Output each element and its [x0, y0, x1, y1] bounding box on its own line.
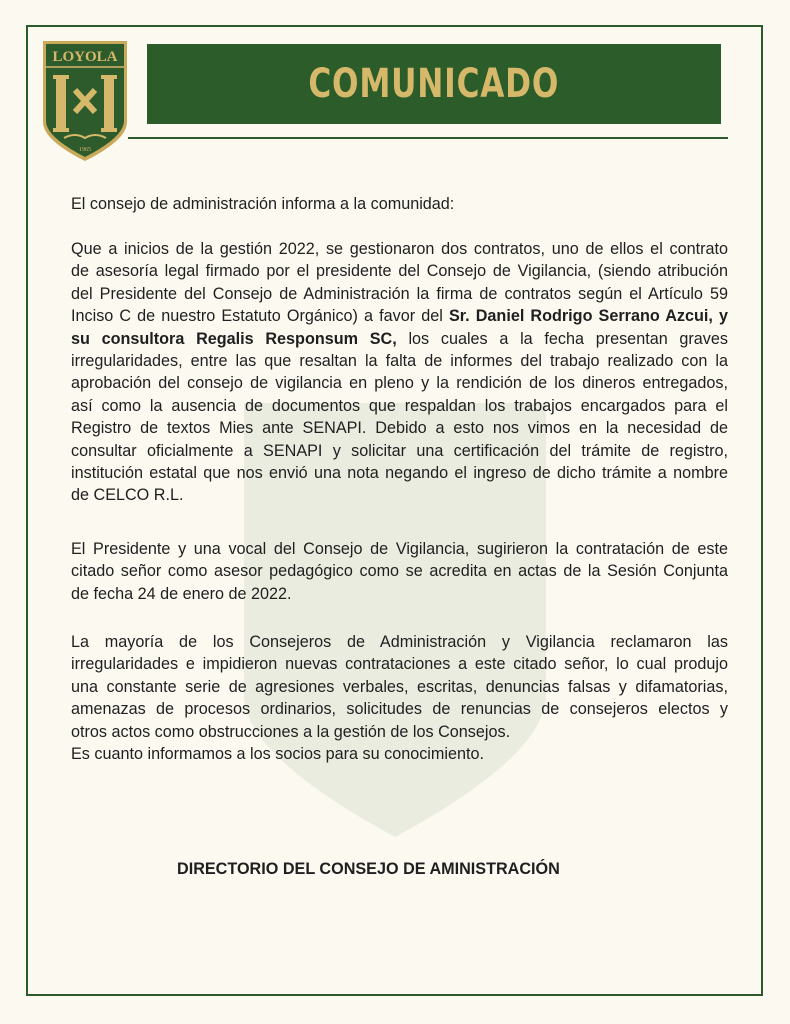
paragraph-line: aprobación del consejo de vigilancia en pleno y la rendición de los dineros entregados,: [71, 374, 728, 393]
paragraph-line: de CELCO R.L.: [71, 486, 184, 505]
paragraph-line: amenazas de procesos ordinarios, solicitudes de renuncias de consejeros electos y: [71, 700, 728, 719]
consultancy-name: su consultora Regalis Responsum SC,: [71, 329, 397, 348]
paragraph-contracts: [71, 238, 728, 507]
consultant-name: Sr. Daniel Rodrigo Serrano Azcui, y: [448, 307, 728, 326]
paragraph-line: Inciso C de nuestro Estatuto Orgánico) a favor del Sr. Daniel Rodrigo Serrano Azcui, y: [71, 307, 728, 326]
paragraph-line: irregularidades e impidieron nuevas contrataciones a este citado señor, lo cual produjo: [71, 655, 728, 674]
loyola-logo: [42, 40, 128, 162]
paragraph-line: La mayoría de los Consejeros de Administración y Vigilancia reclamaron las: [71, 633, 728, 651]
intro-line: El consejo de administración informa a la comunidad:: [71, 195, 455, 213]
paragraph-hiring: [71, 538, 728, 605]
paragraph-line: otros actos como obstrucciones a la gestión de los Consejos.: [71, 722, 511, 741]
paragraph-line: de fecha 24 de enero de 2022.: [71, 584, 292, 603]
paragraph-line: institución estatal que nos envió una nota negando el ingreso de dicho trámite a nombre: [71, 463, 728, 482]
logo-year: 1965: [79, 147, 91, 153]
closing-line: Es cuanto informamos a los socios para su conocimiento.: [71, 744, 484, 763]
paragraph-line: consultar oficialmente a SENAPI y solicitar una certificación del trámite de registro,: [71, 441, 728, 460]
watermark-year: 1965: [373, 790, 417, 815]
paragraph-line: Que a inicios de la gestión 2022, se gestionaron dos contratos, uno de ellos el contrato: [71, 240, 728, 258]
paragraph-line: una constante serie de agresiones verbales, escritas, denuncias falsas y difamatorias,: [71, 677, 728, 696]
paragraph-line: irregularidades, entre las que resaltan la falta de informes del trabajo realizado con la: [71, 351, 728, 370]
paragraph-line: del Presidente del Consejo de Administración la firma de contratos según el Artículo 59: [71, 284, 728, 303]
header-divider: [128, 137, 728, 139]
paragraph-irregularities: [71, 631, 728, 765]
title-banner: [147, 44, 721, 124]
paragraph-line: de asesoría legal firmado por el presidente del Consejo de Vigilancia, (siendo atribución: [71, 262, 728, 281]
logo-text: LOYOLA: [52, 49, 118, 65]
paragraph-line: citado señor como asesor pedagógico como se acredita en actas de la Sesión Conjunta: [71, 562, 728, 581]
page-title: COMUNICADO: [308, 61, 560, 107]
paragraph-line: Registro de textos Mies ante SENAPI. Debido a esto nos vimos en la necesidad de: [71, 419, 728, 438]
paragraph-line: así como la ausencia de documentos que respaldan los trabajos encargados para el: [71, 396, 728, 415]
signature: DIRECTORIO DEL CONSEJO DE AMINISTRACIÓN: [177, 860, 560, 878]
paragraph-line: El Presidente y una vocal del Consejo de Vigilancia, sugirieron la contratación de este: [71, 540, 728, 558]
paragraph-line: su consultora Regalis Responsum SC, los cuales a la fecha presentan graves: [71, 329, 728, 348]
intro-paragraph: [71, 193, 728, 215]
